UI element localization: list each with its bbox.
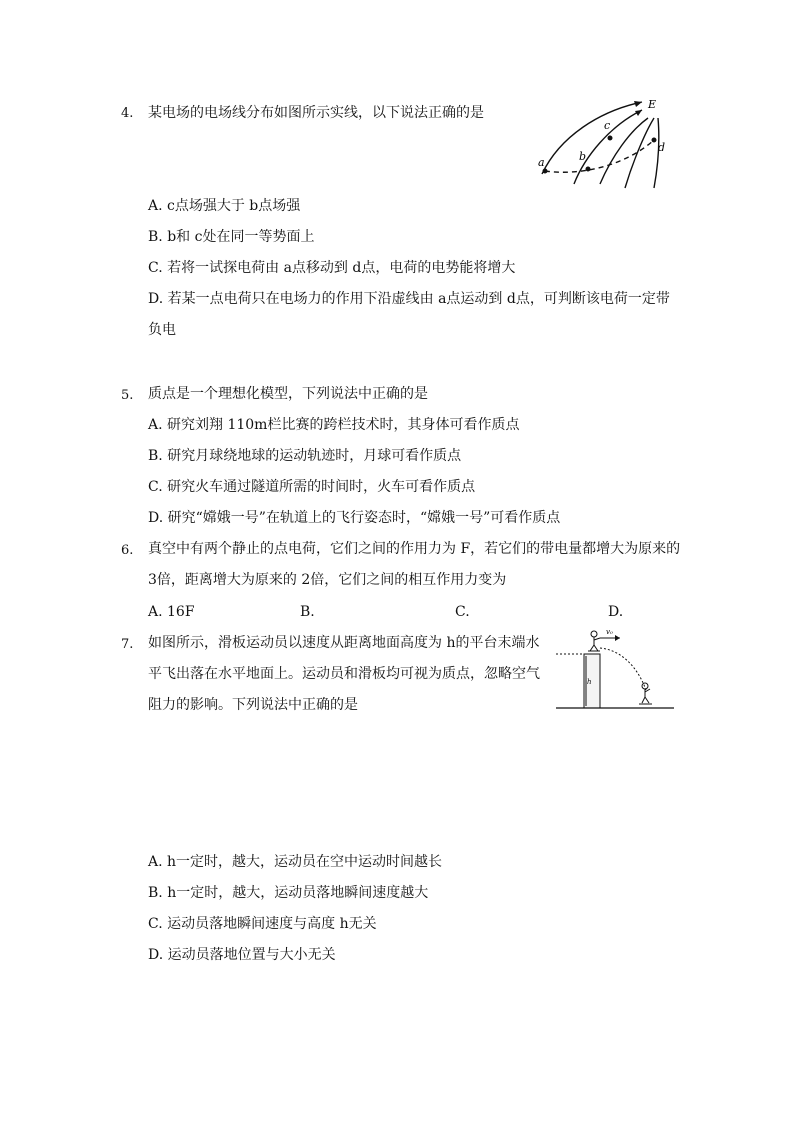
q7-option-d: D. 运动员落地位置与大小无关 <box>148 947 336 963</box>
skater-landing <box>639 683 652 704</box>
q4-option-d: D. 若某一点电荷只在电场力的作用下沿虚线由 a点运动到 d点，可判断该电荷一定带 <box>148 291 670 307</box>
q7-number: 7. <box>121 637 134 652</box>
q6-option-c: C. <box>455 604 470 620</box>
q4-electric-field-figure <box>530 96 670 196</box>
label-v0: v₀ <box>606 628 613 636</box>
q7-skateboard-figure <box>556 624 676 710</box>
point-a <box>543 169 548 174</box>
point-d <box>652 138 657 143</box>
point-b <box>586 167 591 172</box>
q4-option-d-continued: 负电 <box>148 322 176 338</box>
q4-option-c: C. 若将一试探电荷由 a点移动到 d点，电荷的电势能将增大 <box>148 260 516 276</box>
trajectory <box>600 648 646 690</box>
skater-start <box>588 631 600 651</box>
q7-option-a: A. h一定时，越大，运动员在空中运动时间越长 <box>148 854 443 870</box>
q4-stem: 某电场的电场线分布如图所示实线，以下说法正确的是 <box>148 105 484 121</box>
label-E: E <box>648 98 657 111</box>
point-c <box>608 136 613 141</box>
q6-stem-line1: 真空中有两个静止的点电荷，它们之间的作用力为 F，若它们的带电量都增大为原来的 <box>148 541 681 557</box>
q7-option-b: B. h一定时，越大，运动员落地瞬间速度越大 <box>148 885 429 901</box>
label-a: a <box>538 156 545 169</box>
q5-number: 5. <box>121 388 134 403</box>
field-line-4 <box>625 118 654 188</box>
q6-option-d: D. <box>608 604 624 620</box>
label-b: b <box>579 150 587 163</box>
q4-number: 4. <box>121 106 134 121</box>
q5-option-b: B. 研究月球绕地球的运动轨迹时，月球可看作质点 <box>148 448 462 464</box>
q7-option-c: C. 运动员落地瞬间速度与高度 h无关 <box>148 916 377 932</box>
velocity-arrowhead <box>615 635 620 641</box>
q7-stem-line1: 如图所示，滑板运动员以速度从距离地面高度为 h的平台末端水 <box>148 635 540 651</box>
q4-option-a: A. c点场强大于 b点场强 <box>148 198 301 214</box>
q5-option-d: D. 研究“嫦娥一号”在轨道上的飞行姿态时，“嫦娥一号”可看作质点 <box>148 510 561 526</box>
q6-number: 6. <box>121 543 134 558</box>
q6-option-a: A. 16F <box>148 604 195 620</box>
q7-stem-line3: 阻力的影响。下列说法中正确的是 <box>148 697 358 713</box>
label-c: c <box>604 119 611 132</box>
q7-stem-line2: 平飞出落在水平地面上。运动员和滑板均可视为质点，忽略空气 <box>148 666 540 682</box>
q5-stem: 质点是一个理想化模型，下列说法中正确的是 <box>148 386 428 402</box>
q5-option-c: C. 研究火车通过隧道所需的时间时，火车可看作质点 <box>148 479 476 495</box>
arrow-head-1 <box>634 101 642 107</box>
q4-option-b: B. b和 c处在同一等势面上 <box>148 229 315 245</box>
label-d: d <box>658 141 666 154</box>
q5-option-a: A. 研究刘翔 110m栏比赛的跨栏技术时，其身体可看作质点 <box>148 417 520 433</box>
label-h: h <box>587 678 592 686</box>
q6-stem-line2: 3倍，距离增大为原来的 2倍，它们之间的相互作用力变为 <box>148 572 507 588</box>
q6-option-b: B. <box>300 604 315 620</box>
